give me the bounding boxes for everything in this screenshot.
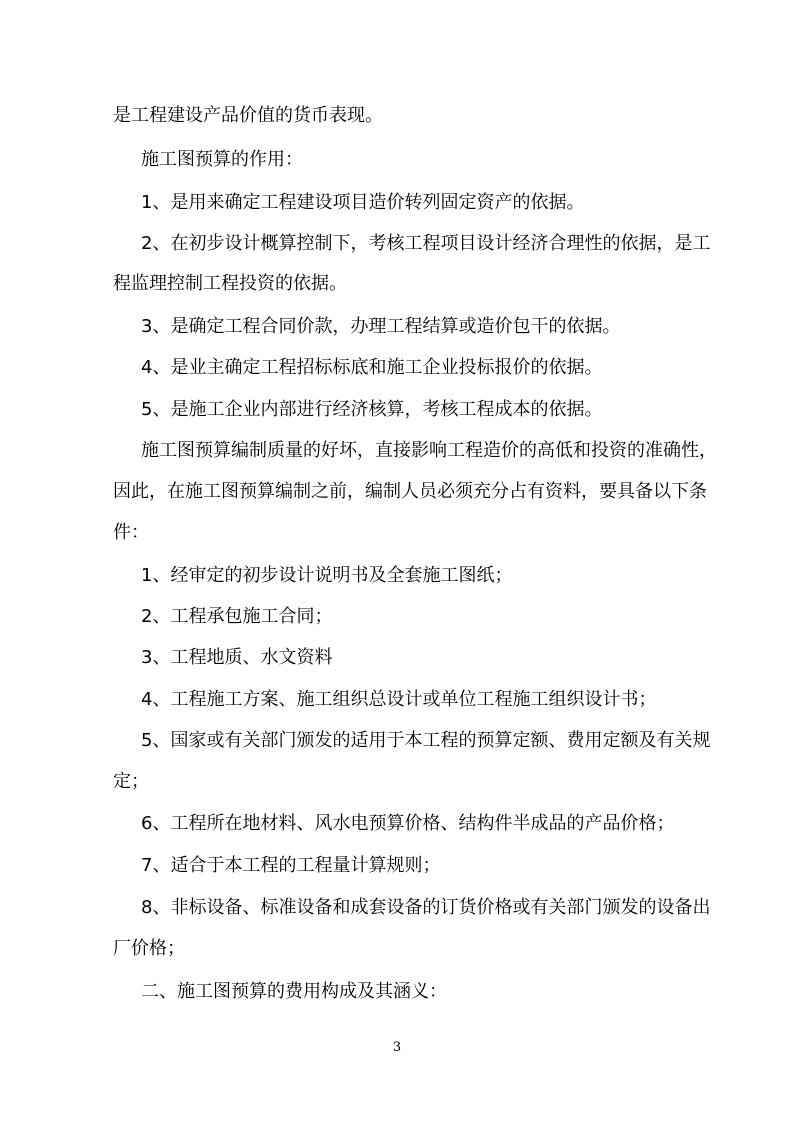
list-item-continuation: 程监理控制工程投资的依据。 bbox=[113, 273, 347, 294]
list-item: 5、国家或有关部门颁发的适用于本工程的预算定额、费用定额及有关规 bbox=[141, 730, 711, 751]
paragraph-line: 件： bbox=[113, 522, 149, 543]
list-item: 6、工程所在地材料、风水电预算价格、结构件半成品的产品价格； bbox=[141, 813, 675, 834]
paragraph-line: 施工图预算编制质量的好坏，直接影响工程造价的高低和投资的准确性， bbox=[141, 440, 717, 461]
list-item: 1、是用来确定工程建设项目造价转列固定资产的依据。 bbox=[141, 192, 585, 213]
section-heading: 二、施工图预算的费用构成及其涵义： bbox=[141, 981, 447, 1002]
page-number: 3 bbox=[392, 1040, 402, 1055]
paragraph-line: 因此，在施工图预算编制之前，编制人员必须充分占有资料，要具备以下条 bbox=[113, 481, 707, 502]
list-item: 7、适合于本工程的工程量计算规则； bbox=[141, 855, 441, 876]
paragraph-line: 是工程建设产品价值的货币表现。 bbox=[113, 105, 383, 126]
list-item: 3、是确定工程合同价款，办理工程结算或造价包干的依据。 bbox=[141, 316, 621, 337]
list-item-continuation: 定； bbox=[113, 771, 149, 792]
list-item: 2、工程承包施工合同； bbox=[141, 606, 333, 627]
list-item: 4、是业主确定工程招标标底和施工企业投标报价的依据。 bbox=[141, 357, 603, 378]
list-item: 3、工程地质、水文资料 bbox=[141, 647, 333, 668]
list-item: 8、非标设备、标准设备和成套设备的订货价格或有关部门颁发的设备出 bbox=[141, 897, 711, 918]
list-item: 4、工程施工方案、施工组织总设计或单位工程施工组织设计书； bbox=[141, 689, 657, 710]
paragraph-line: 施工图预算的作用： bbox=[141, 149, 303, 170]
list-item-continuation: 厂价格； bbox=[113, 938, 185, 959]
list-item: 2、在初步设计概算控制下，考核工程项目设计经济合理性的依据，是工 bbox=[141, 233, 711, 254]
list-item: 5、是施工企业内部进行经济核算，考核工程成本的依据。 bbox=[141, 399, 603, 420]
list-item: 1、经审定的初步设计说明书及全套施工图纸； bbox=[141, 565, 513, 586]
